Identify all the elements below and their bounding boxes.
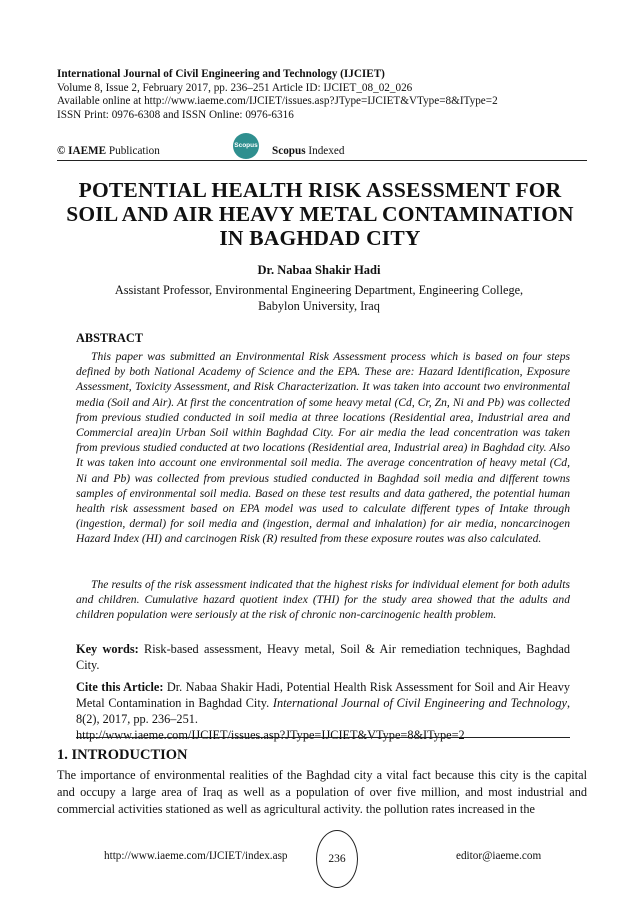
footer-journal-link[interactable]: http://www.iaeme.com/IJCIET/index.asp	[104, 850, 288, 862]
title-line: SOIL AND AIR HEAVY METAL CONTAMINATION	[66, 202, 574, 226]
abstract-heading: ABSTRACT	[76, 331, 143, 345]
scopus-indexed: Scopus Indexed	[272, 145, 345, 157]
title-line: IN BAGHDAD CITY	[219, 226, 421, 250]
paper-title	[40, 178, 600, 250]
issn-line: ISSN Print: 0976-6308 and ISSN Online: 0976-6316	[57, 108, 294, 121]
affiliation-line: Assistant Professor, Environmental Engineering Department, Engineering College,	[114, 283, 524, 297]
introduction-text: The importance of environmental realities of the Baghdad city a vital fact because this city is the capital and occupy a large area of Iraq as well as a population of over five million, and most industrial and commercial activities stationed as well as agricultural activity. the pollution rates increased in the	[57, 768, 587, 816]
cite-journal: International Journal of Civil Engineering and Technology	[272, 696, 567, 710]
keywords	[76, 641, 570, 673]
cite-url-link[interactable]: http://www.iaeme.com/IJCIET/issues.asp?JType=IJCIET&VType=8&IType=2	[76, 728, 465, 742]
keywords-label: Key words:	[76, 642, 139, 656]
journal-title: International Journal of Civil Engineering and Technology (IJCIET)	[57, 68, 385, 80]
journal-header	[57, 68, 587, 122]
publication-row	[57, 140, 587, 162]
abstract-paragraph-1: This paper was submitted an Environmental Risk Assessment process which is based on four steps defined by both National Academy of Science and the EPA. These are: Hazard Identification, Exposure Assessment, Toxicity Assessment, and Risk Characterization. It was taken into account two environmental media (Soil and Air). At first the concentration of some heavy metal (Cd, Cr, Zn, Ni and Pb) was collected from previous studied conducted in soil media at three locations (Residential area, Industrial area and Commercial area)in Urban Soil within Baghdad City. For air media the lead concentration was taken from previous studied conducted at two locations (Residential area, Industrial area) in Baghdad city. Also It was taken into account one environmental soil media. The average concentration of heavy metal (Cd, Ni and Pb) was collected from previous studied conducted in Baghdad soil media and different towns samples of environmental soil media. Based on these test results and data gathered, the potential human health risk assessment based on EPA model was used to calculate different types of Intake through (ingestion, dermal) for soil media and (ingestion, dermal and inhalation) for air media, noncarcinogen Hazard Index (HI) and carcinogen Risk (R) resulted from these exposure routes was also calculated.	[76, 350, 570, 546]
scopus-logo-icon: Scopus	[233, 133, 259, 159]
abstract-paragraph-2: The results of the risk assessment indicated that the highest risks for individual element for both adults and children. Cumulative hazard quotient index (THI) for the study area showed that the adults and children population were seriously at the risk of chronic non-carcinogenic health problem.	[76, 578, 570, 622]
affiliation-line: Babylon University, Iraq	[258, 299, 380, 313]
cite-this-article: Cite this Article: Dr. Nabaa Shakir Hadi, Potential Health Risk Assessment for Soil and Air Heavy Metal Contamination in Baghdad City. International Journal of Civil Engineering and Technology, 8(2), 2017, pp. 236–251. http://www.iaeme.com/IJCIET/issues.asp?JType=IJCIET&VType=8&IType=2	[76, 680, 571, 742]
abstract-divider	[76, 737, 570, 738]
section-heading: 1. INTRODUCTION	[57, 747, 188, 763]
volume-line: Volume 8, Issue 2, February 2017, pp. 236–251 Article ID: IJCIET_08_02_026	[57, 81, 413, 94]
cite-label: Cite this Article:	[76, 680, 164, 694]
available-line: Available online at http://www.iaeme.com/IJCIET/issues.asp?JType=IJCIET&VType=8&IType=2	[57, 95, 498, 107]
keywords-text: Risk-based assessment, Heavy metal, Soil & Air remediation techniques, Baghdad City.	[76, 642, 570, 672]
affiliation	[0, 282, 638, 314]
author-name: Dr. Nabaa Shakir Hadi	[257, 263, 381, 277]
iaeme-publication: © IAEME Publication	[57, 145, 160, 157]
header-divider	[57, 160, 587, 161]
page-number: 236	[316, 830, 358, 888]
title-line: POTENTIAL HEALTH RISK ASSESSMENT FOR	[78, 178, 562, 202]
footer-email-link[interactable]: editor@iaeme.com	[456, 850, 542, 862]
